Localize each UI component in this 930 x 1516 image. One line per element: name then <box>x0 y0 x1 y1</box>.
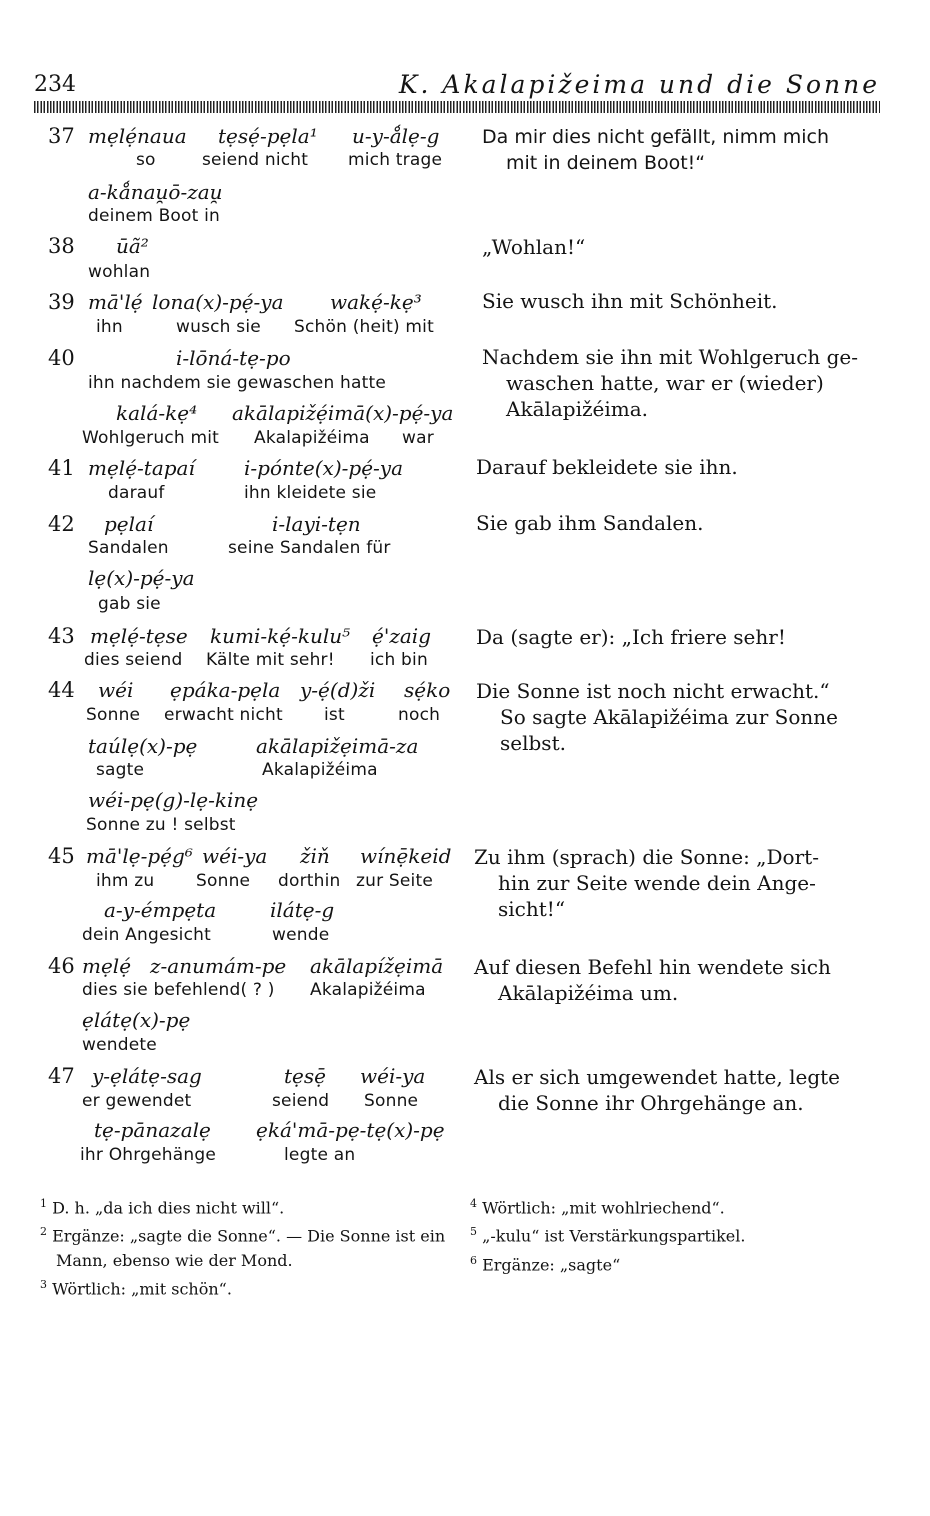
translation-line: Zu ihm (sprach) die Sonne: „Dort- <box>474 845 819 869</box>
word: mẹlẹ́-tapaí <box>88 456 195 480</box>
gloss: dein Angesicht <box>82 925 211 945</box>
gloss: zur Seite <box>356 871 433 891</box>
translation-line: Akālapižéima um. <box>498 981 679 1005</box>
translation <box>474 1064 884 1116</box>
gloss: Akalapižéima <box>254 428 370 448</box>
word: mẹlẹ́naua <box>88 124 187 148</box>
word: pẹlaí <box>104 512 154 536</box>
word: kumi-kẹ́-kulu⁵ <box>210 624 351 648</box>
translation-line: Nachdem sie ihn mit Wohlgeruch ge- <box>482 345 859 369</box>
gloss: gab sie <box>98 594 161 614</box>
gloss: mich trage <box>348 150 443 170</box>
line-number: 41 <box>48 456 75 480</box>
translation <box>476 624 886 650</box>
gloss: er gewendet <box>82 1091 192 1111</box>
word: i-pónte(x)-pẹ́-ya <box>244 456 404 480</box>
translation-line: Die Sonne ist noch nicht erwacht.“ <box>476 679 830 703</box>
translation-line: Akālapižéima. <box>506 397 649 421</box>
gloss: wusch sie <box>176 317 261 337</box>
footnote: $^2$ Ergänze: „sagte die Sonne“. — Die Sonne ist ein Mann, ebenso wie der Mond. <box>40 1225 446 1270</box>
gloss: seine Sandalen für <box>228 538 391 558</box>
gloss: legte an <box>284 1145 356 1165</box>
gloss: dies seiend <box>84 650 183 670</box>
word: wéi-pẹ(g)-lẹ-kinẹ <box>88 788 259 812</box>
word: ẹpáka-pẹla <box>170 678 281 702</box>
word: lona(x)-pẹ́-ya <box>152 290 284 314</box>
word: mẹlẹ́-tẹse <box>90 624 188 648</box>
word: sẹ́ko <box>404 678 451 702</box>
word: mā'lẹ́ <box>88 290 143 314</box>
translation-line: Auf diesen Befehl hin wendete sich <box>474 955 831 979</box>
word: ẹlátẹ(x)-pẹ <box>82 1008 191 1032</box>
word: ẹ́'zaig <box>372 624 431 648</box>
word: i-lōná-tẹ-po <box>176 346 291 370</box>
footnote: $^4$ Wörtlich: „mit wohlriechend“. <box>470 1197 725 1218</box>
gloss: war <box>402 428 434 448</box>
header-rule <box>34 101 880 113</box>
word: a-y-émpẹta <box>104 898 217 922</box>
gloss: wohlan <box>88 262 151 282</box>
gloss: dies sie befehlend( ? ) <box>82 980 275 1000</box>
translation-line: Darauf bekleidete sie ihn. <box>476 455 738 479</box>
gloss: Sonne <box>86 705 141 725</box>
line-number: 42 <box>48 512 75 536</box>
translation-line: Als er sich umgewendet hatte, legte <box>474 1065 841 1089</box>
translation <box>482 344 892 422</box>
word: kalá-kẹ⁴ <box>116 401 198 425</box>
footnotes-left <box>40 1192 450 1301</box>
gloss: Sonne <box>196 871 251 891</box>
translation-line: Sie wusch ihn mit Schönheit. <box>482 289 778 313</box>
gloss: Kälte mit sehr! <box>206 650 335 670</box>
translation-line: Sie gab ihm Sandalen. <box>476 511 704 535</box>
gloss: wendete <box>82 1035 157 1055</box>
word: tẹsẹ́-pẹla¹ <box>218 124 318 148</box>
gloss: sagte <box>96 760 145 780</box>
word: ūã² <box>116 234 149 258</box>
word: žiň <box>300 844 330 868</box>
word: lẹ(x)-pẹ́-ya <box>88 566 195 590</box>
word: wéi <box>98 678 134 702</box>
line-number: 40 <box>48 346 75 370</box>
gloss: seiend <box>272 1091 330 1111</box>
word: a-kǻnau̯ō-zau̯ <box>88 180 223 204</box>
translation <box>474 844 884 922</box>
translation-line: hin zur Seite wende dein Ange- <box>498 871 816 895</box>
word: wakẹ́-kẹ³ <box>330 290 422 314</box>
gloss: Wohlgeruch mit <box>82 428 219 448</box>
page-number: 234 <box>34 72 76 97</box>
gloss: Sandalen <box>88 538 169 558</box>
running-head <box>34 70 884 104</box>
translation <box>476 454 886 480</box>
translation-line: mit in deinem Boot!“ <box>506 152 706 174</box>
word: wéi-ya <box>202 844 268 868</box>
word: wéi-ya <box>360 1064 426 1088</box>
word: wínẹ̄keid <box>360 844 452 868</box>
gloss: Akalapižéima <box>262 760 378 780</box>
footnotes-right <box>470 1192 890 1277</box>
footnote: $^1$ D. h. „da ich dies nicht will“. <box>40 1197 285 1218</box>
word: mẹlẹ́ <box>82 954 132 978</box>
translation <box>474 954 884 1006</box>
word: akālapižẹ́imā(x)-pẹ́-ya <box>232 401 454 425</box>
gloss: wende <box>272 925 330 945</box>
word: ilátẹ-g <box>270 898 335 922</box>
gloss: dorthin <box>278 871 341 891</box>
word: y-ẹlátẹ-sag <box>92 1064 202 1088</box>
line-number: 39 <box>48 290 75 314</box>
translation-line: waschen hatte, war er (wieder) <box>506 371 824 395</box>
gloss: ihm zu <box>96 871 155 891</box>
line-number: 47 <box>48 1064 75 1088</box>
gloss: Sonne zu ! selbst <box>86 815 236 835</box>
word: taúlẹ(x)-pẹ <box>88 734 198 758</box>
translation <box>476 510 886 536</box>
translation-line: Da mir dies nicht gefällt, nimm mich <box>482 126 830 148</box>
translation <box>482 234 892 260</box>
translation-line: „Wohlan!“ <box>482 235 586 259</box>
gloss: so <box>136 150 156 170</box>
word: akālapižẹimā-za <box>256 734 419 758</box>
word: z-anumám-pe <box>150 954 287 978</box>
gloss: Akalapižéima <box>310 980 426 1000</box>
translation-line: Da (sagte er): „Ich friere sehr! <box>476 625 786 649</box>
word: i-layi-tẹn <box>272 512 361 536</box>
gloss: seiend nicht <box>202 150 309 170</box>
gloss: ihn <box>96 317 123 337</box>
line-number: 37 <box>48 124 75 148</box>
word: ẹká'mā-pẹ-tẹ(x)-pẹ <box>256 1118 445 1142</box>
translation-line: die Sonne ihr Ohrgehänge an. <box>498 1091 804 1115</box>
gloss: ihn kleidete sie <box>244 483 377 503</box>
footnote: $^6$ Ergänze: „sagte“ <box>470 1253 621 1274</box>
gloss: Schön (heit) mit <box>294 317 434 337</box>
gloss: darauf <box>108 483 165 503</box>
line-number: 46 <box>48 954 75 978</box>
translation-line: sicht!“ <box>498 897 566 921</box>
word: y-ẹ́(d)ži <box>300 678 376 702</box>
translation <box>482 124 892 176</box>
line-number: 45 <box>48 844 75 868</box>
word: tẹsẹ̄ <box>284 1064 326 1088</box>
footnote: $^3$ Wörtlich: „mit schön“. <box>40 1277 232 1298</box>
line-number: 38 <box>48 234 75 258</box>
word: u-y-ǻlẹ-g <box>352 124 440 148</box>
gloss: erwacht nicht <box>164 705 283 725</box>
gloss: ihn nachdem sie gewaschen hatte <box>88 373 387 393</box>
line-number: 44 <box>48 678 75 702</box>
word: mā'lẹ-pẹ́g⁶ <box>86 844 193 868</box>
footnote: $^5$ „-kulu“ ist Verstärkungspartikel. <box>470 1225 746 1246</box>
gloss: ist <box>324 705 345 725</box>
gloss: ihr Ohrgehänge <box>80 1145 217 1165</box>
translation <box>482 288 892 314</box>
gloss: ich bin <box>370 650 428 670</box>
gloss: noch <box>398 705 441 725</box>
line-number: 43 <box>48 624 75 648</box>
word: akālapížẹimā <box>310 954 444 978</box>
running-title: K. Akalapižeima und die Sonne <box>398 70 880 99</box>
gloss: deinem Boot in <box>88 206 221 226</box>
translation-line: selbst. <box>500 731 566 755</box>
translation <box>476 678 886 756</box>
translation-line: So sagte Akālapižéima zur Sonne <box>500 705 839 729</box>
word: tẹ-pānazalẹ <box>94 1118 211 1142</box>
gloss: Sonne <box>364 1091 419 1111</box>
